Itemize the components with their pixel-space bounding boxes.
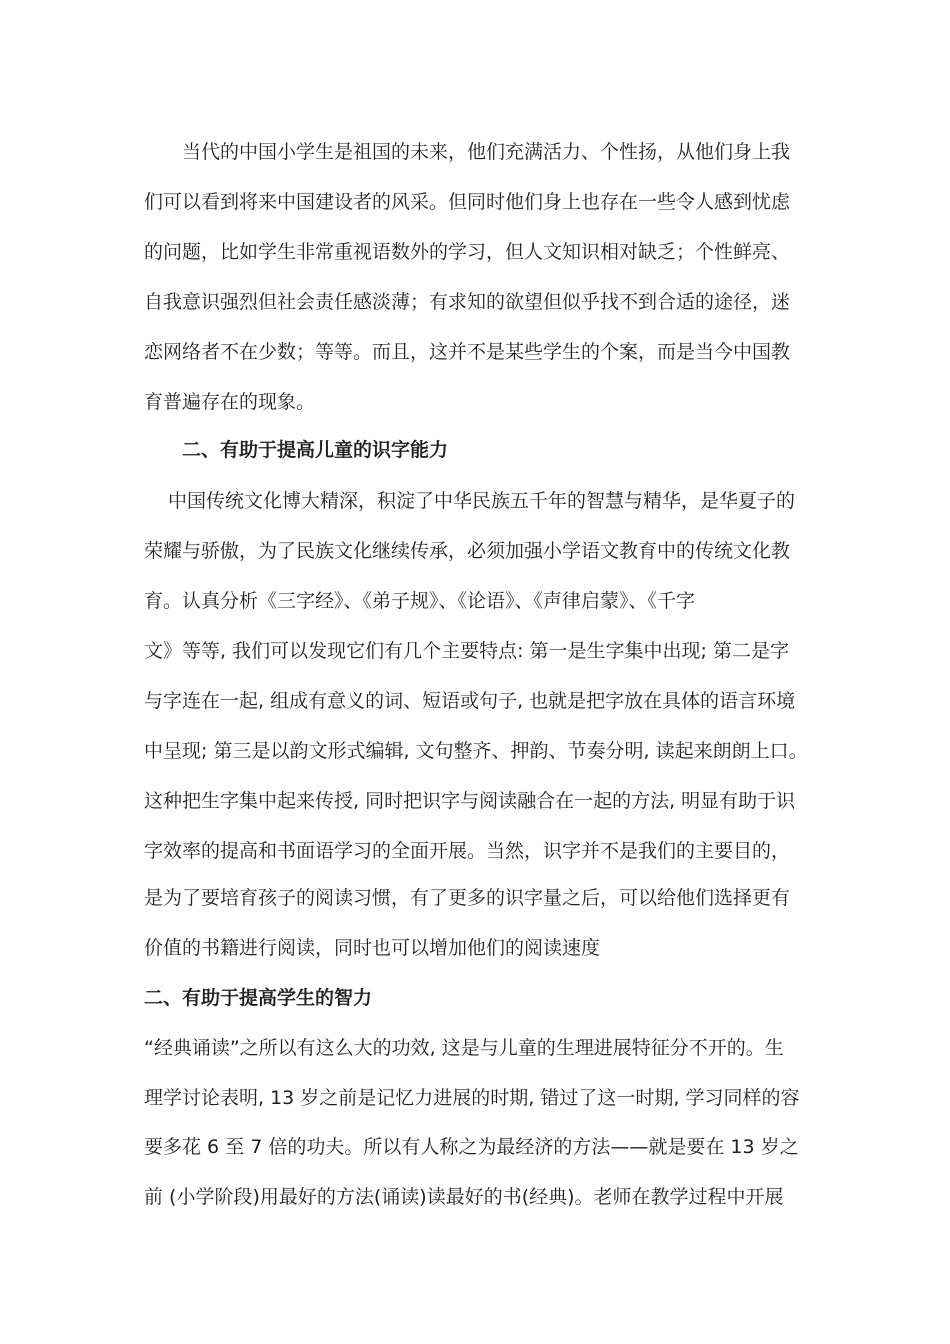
paragraph-3-line: 前 (小学阶段)用最好的方法(诵读)读最好的书(经典)。老师在教学过程中开展 — [144, 1186, 784, 1208]
paragraph-3-line: 要多花 6 至 7 倍的功夫。所以有人称之为最经济的方法——就是要在 13 岁之 — [144, 1136, 799, 1158]
paragraph-1-line: 恋网络者不在少数；等等。而且，这并不是某些学生的个案，而是当今中国教 — [144, 341, 791, 363]
paragraph-2-line: 与字连在一起, 组成有意义的词、短语或句子, 也就是把字放在具体的语言环境 — [144, 690, 796, 712]
paragraph-3-line: 理学讨论表明, 13 岁之前是记忆力进展的时期, 错过了这一时期, 学习同样的容 — [144, 1087, 800, 1109]
paragraph-1-line: 们可以看到将来中国建设者的风采。但同时他们身上也存在一些令人感到忧虑 — [144, 191, 791, 213]
paragraph-3-line: “经典诵读”之所以有这么大的功效, 这是与儿童的生理进展特征分不开的。生 — [144, 1037, 784, 1059]
paragraph-2-line: 荣耀与骄傲，为了民族文化继续传承，必须加强小学语文教育中的传统文化教 — [144, 540, 791, 562]
paragraph-2-line: 是为了要培育孩子的阅读习惯，有了更多的识字量之后，可以给他们选择更有 — [144, 887, 791, 909]
paragraph-2-line: 这种把生字集中起来传授, 同时把识字与阅读融合在一起的方法, 明显有助于识 — [144, 790, 796, 812]
paragraph-2-line: 育。认真分析《三字经》、《弟子规》、《论语》、《声律启蒙》、《千字 — [144, 590, 696, 612]
paragraph-2-line: 价值的书籍进行阅读，同时也可以增加他们的阅读速度 — [144, 937, 601, 959]
paragraph-1-line: 育普遍存在的现象。 — [144, 391, 316, 413]
paragraph-1-line: 的问题，比如学生非常重视语数外的学习，但人文知识相对缺乏；个性鲜亮、 — [144, 241, 791, 263]
paragraph-2-line: 中国传统文化博大精深，积淀了中华民族五千年的智慧与精华，是华夏子的 — [168, 490, 796, 512]
section-heading: 二、有助于提高儿童的识字能力 — [182, 439, 449, 461]
paragraph-2-line: 中呈现; 第三是以韵文形式编辑, 文句整齐、押韵、节奏分明, 读起来朗朗上口。 — [144, 740, 808, 762]
paragraph-1-line: 自我意识强烈但社会责任感淡薄；有求知的欲望但似乎找不到合适的途径，迷 — [144, 291, 791, 313]
section-heading: 二、有助于提高学生的智力 — [144, 987, 373, 1009]
paragraph-2-line: 字效率的提高和书面语学习的全面开展。当然，识字并不是我们的主要目的， — [144, 840, 791, 862]
paragraph-1-line: 当代的中国小学生是祖国的未来，他们充满活力、个性扬，从他们身上我 — [182, 141, 791, 163]
paragraph-2-line: 文》等等, 我们可以发现它们有几个主要特点: 第一是生字集中出现; 第二是字 — [144, 640, 789, 662]
